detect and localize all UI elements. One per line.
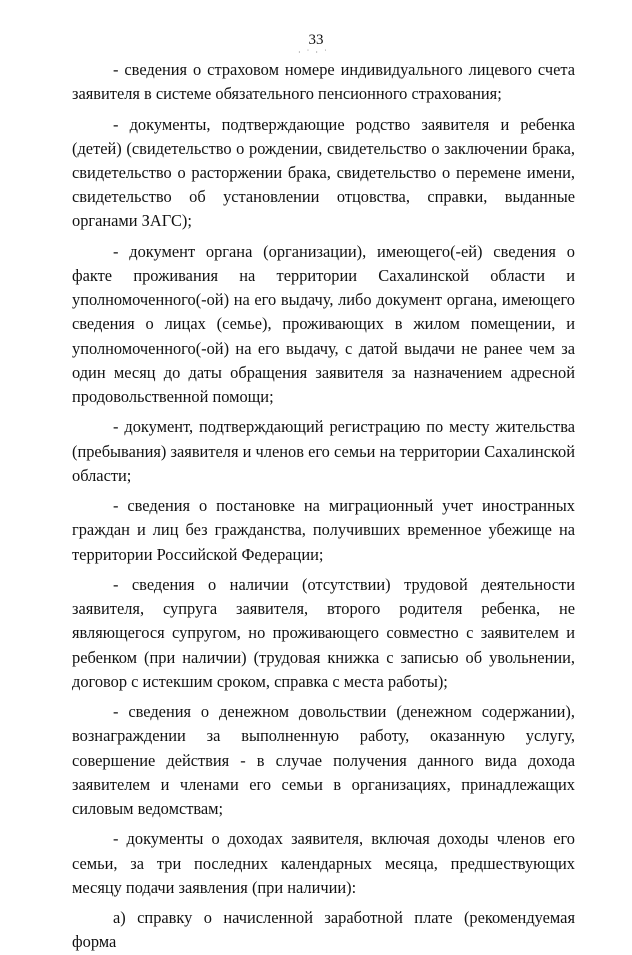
scan-artifact: · ˙ · ˙ — [298, 48, 329, 57]
page-number: 33 — [308, 32, 324, 48]
document-body — [72, 58, 575, 955]
paragraph-registration: - документ, подтверждающий регистрацию по месту жительства (пребывания) заявителя и членов его семьи на территории Сахалинской области; — [72, 417, 575, 485]
paragraph-allowance: - сведения о денежном довольствии (денежном содержании), вознаграждении за выполненную работу, оказанную услугу, совершение действия - в случае получения данного вида дохода заявителем и членами его семьи в организациях, принадлежащих силовым ведомствам; — [72, 702, 575, 819]
paragraph-income-documents: - документы о доходах заявителя, включая доходы членов его семьи, за три последних календарных месяца, предшествующих месяцу подачи заявления (при наличии): — [72, 829, 575, 897]
paragraph-employment: - сведения о наличии (отсутствии) трудовой деятельности заявителя, супруга заявителя, второго родителя ребенка, не являющегося супругом, но проживающего совместно с заявителем и ребенком (при наличии) (трудовая книжка с записью об увольнении, договор с истекшим сроком, справка с места работы); — [72, 575, 575, 691]
paragraph-migration: - сведения о постановке на миграционный учет иностранных граждан и лиц без гражданства, получивших временное убежище на территории Российской Федерации; — [72, 496, 575, 564]
paragraph-snils: - сведения о страховом номере индивидуального лицевого счета заявителя в системе обязательного пенсионного страхования; — [72, 60, 575, 104]
paragraph-residence-document: - документ органа (организации), имеющего(-ей) сведения о факте проживания на территории Сахалинской области и уполномоченного(-ой) на его выдачу, либо документ органа, имеющего сведения о лицах (семье), проживающих в жилом помещении, и уполномоченного(-ой) на его выдачу, с датой выдачи не ранее чем за один месяц до даты обращения заявителя за назначением адресной продовольственной помощи; — [72, 241, 575, 407]
paragraph-salary-certificate: а) справку о начисленной заработной плате (рекомендуемая форма — [72, 908, 575, 952]
paragraph-kinship-documents: - документы, подтверждающие родство заявителя и ребенка (детей) (свидетельство о рождении, свидетельство о заключении брака, свидетельство о расторжении брака, свидетельство о перемене имени, свидетельство об установлении отцовства, справки, выданные органами ЗАГС); — [72, 114, 575, 231]
